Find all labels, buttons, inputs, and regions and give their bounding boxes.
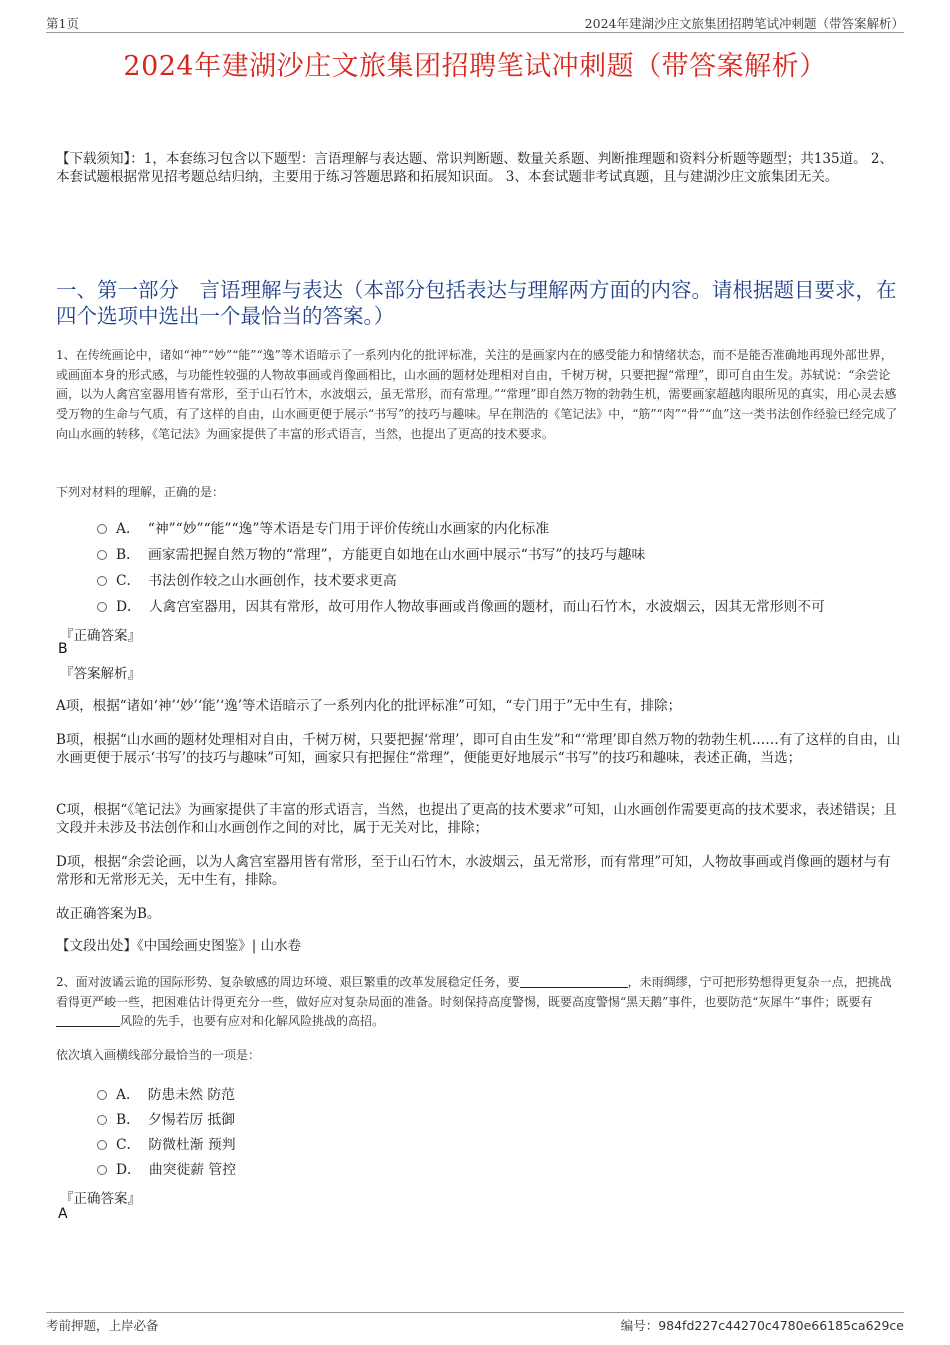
option-text: 书法创作较之山水画创作，技术要求更高 bbox=[148, 573, 397, 589]
question-2-option-a[interactable] bbox=[97, 1083, 235, 1103]
document-title: 2024年建湖沙庄文旅集团招聘笔试冲刺题（带答案解析） bbox=[123, 51, 827, 82]
stem-part-3: 风险的先手，也要有应对和化解风险挑战的高招。 bbox=[120, 1014, 385, 1029]
question-2-stem bbox=[56, 973, 902, 1032]
radio-icon[interactable] bbox=[97, 524, 107, 534]
question-2-option-b[interactable] bbox=[97, 1108, 235, 1128]
option-text: 人禽宫室器用，因其有常形，故可用作人物故事画或肖像画的题材，而山石竹木，水波烟云，因其无常形则不可 bbox=[148, 599, 825, 615]
question-1-option-c[interactable] bbox=[97, 569, 397, 589]
option-text: 防微杜渐 预判 bbox=[148, 1137, 236, 1153]
download-notice: 【下载须知】：1，本套练习包含以下题型：言语理解与表达题、常识判断题、数量关系题、判断推理题和资料分析题等题型；共135道。 2、本套试题根据常见招考题总结归纳，主要用于练习答题思路和拓展知识面。 3、本套试题非考试真题，且与建湖沙庄文旅集团无关。 bbox=[56, 151, 893, 185]
code-label: 编号： bbox=[620, 1318, 659, 1333]
analysis-option-b: B项，根据“山水画的题材处理相对自由，千树万树，只要把握‘常理’，即可自由生发”和“‘常理’即自然万物的勃勃生机……有了这样的自由，山水画更便于展示‘书写’的技巧与趣味”可知，画家只有把握住“常理”，便能更好地展示“书写”的技巧和趣味，表述正确，当选； bbox=[56, 732, 901, 766]
footer-slogan: 考前押题，上岸必备 bbox=[46, 1318, 159, 1333]
question-1-answer-label: 『正确答案』 bbox=[60, 628, 141, 644]
stem-part-1: 2、面对波谲云诡的国际形势、复杂敏感的周边环境、艰巨繁重的改革发展稳定任务，要 bbox=[56, 975, 520, 989]
option-key: C． bbox=[116, 573, 141, 589]
question-1-option-b[interactable] bbox=[97, 543, 645, 563]
radio-icon[interactable] bbox=[97, 602, 107, 612]
option-key: B． bbox=[116, 1112, 140, 1128]
radio-icon[interactable] bbox=[97, 550, 107, 560]
option-key: C． bbox=[116, 1137, 141, 1153]
analysis-conclusion: 故正确答案为B。 bbox=[56, 906, 161, 922]
option-key: D． bbox=[116, 1162, 141, 1178]
page-footer bbox=[46, 1312, 904, 1333]
option-key: D． bbox=[116, 599, 141, 615]
page-header bbox=[46, 12, 904, 33]
text-source: 【文段出处】《中国绘画史图鉴》| 山水卷 bbox=[56, 938, 302, 954]
option-text: 防患未然 防范 bbox=[147, 1087, 235, 1103]
option-text: 曲突徙薪 管控 bbox=[148, 1162, 237, 1178]
radio-icon[interactable] bbox=[97, 1115, 107, 1125]
question-1-option-d[interactable] bbox=[97, 595, 825, 615]
question-1-stem: 1、在传统画论中，诸如“神”“妙”“能”“逸”等术语暗示了一系列内化的批评标准，关注的是画家内在的感受能力和情绪状态，而不是能否准确地再现外部世界，或画面本身的形式感，与功能性较强的人物故事画或肖像画相比，山水画的题材处理相对自由，千树万树，只要把握“常理”，即可自由生发。苏轼说：“余尝论画，以为人禽宫室器用皆有常形，至于山石竹木，水波烟云，虽无常形，而有常理。”“常理”即自然万物的勃勃生机，需要画家超越肉眼所见的真实，用心灵去感受万物的生命与气质，有了这样的自由，山水画更便于展示“书写”的技巧与趣味。早在荆浩的《笔记法》中，“筋”“肉”“骨”“血”这一类书法创作经验已经完成了向山水画的转移，《笔记法》为画家提供了丰富的形式语言，当然，也提出了更高的技术要求。 bbox=[56, 348, 898, 441]
radio-icon[interactable] bbox=[97, 1140, 107, 1150]
question-1-answer: B bbox=[58, 641, 68, 657]
question-2-answer-label: 『正确答案』 bbox=[60, 1191, 141, 1207]
fill-blank-2 bbox=[56, 1014, 120, 1027]
question-2-answer: A bbox=[58, 1206, 68, 1222]
option-text: “神”“妙”“能”“逸”等术语是专门用于评价传统山水画家的内化标准 bbox=[147, 521, 550, 537]
option-text: 夕惕若厉 抵御 bbox=[147, 1112, 236, 1128]
question-2-lead: 依次填入画横线部分最恰当的一项是： bbox=[56, 1048, 261, 1062]
analysis-option-a: A项，根据“诸如‘神’‘妙’‘能’‘逸’等术语暗示了一系列内化的批评标准”可知，“专门用于”无中生有，排除； bbox=[56, 698, 682, 714]
option-key: A． bbox=[116, 1087, 140, 1103]
question-1-analysis-label: 『答案解析』 bbox=[60, 666, 141, 682]
radio-icon[interactable] bbox=[97, 1165, 107, 1175]
radio-icon[interactable] bbox=[97, 1090, 107, 1100]
option-text: 画家需把握自然万物的“常理”，方能更自如地在山水画中展示“书写”的技巧与趣味 bbox=[147, 547, 646, 563]
option-key: B． bbox=[116, 547, 140, 563]
section-heading: 一、第一部分 言语理解与表达（本部分包括表达与理解两方面的内容。请根据题目要求，在四个选项中选出一个最恰当的答案。） bbox=[56, 278, 897, 328]
question-1-lead: 下列对材料的理解，正确的是： bbox=[56, 485, 225, 499]
question-2-option-d[interactable] bbox=[97, 1158, 236, 1178]
page-number: 第1页 bbox=[46, 16, 79, 31]
code-value: 984fd227c44270c4780e66185ca629ce bbox=[658, 1318, 904, 1333]
radio-icon[interactable] bbox=[97, 576, 107, 586]
question-1-option-a[interactable] bbox=[97, 517, 549, 537]
header-doc-title: 2024年建湖沙庄文旅集团招聘笔试冲刺题（带答案解析） bbox=[584, 16, 904, 31]
question-2-option-c[interactable] bbox=[97, 1133, 236, 1153]
analysis-option-c: C项，根据“《笔记法》为画家提供了丰富的形式语言，当然，也提出了更高的技术要求”可知，山水画创作需要更高的技术要求，表述错误；且文段并未涉及书法创作和山水画创作之间的对比，属于无关对比，排除； bbox=[56, 802, 897, 836]
option-key: A． bbox=[116, 521, 140, 537]
stem-part-2: ，未雨绸缪，宁可把形势想得更复杂一点，把挑战看得更严峻一些，把困难估计得更充分一些，做好应对复杂局面的准备。时刻保持高度警惕，既要高度警惕“黑天鹅”事件，也要防范“灰犀牛”事件；既要有 bbox=[56, 975, 892, 1009]
fill-blank-1 bbox=[520, 975, 628, 988]
document-code bbox=[621, 1316, 904, 1334]
analysis-option-d: D项，根据“余尝论画，以为人禽宫室器用皆有常形，至于山石竹木，水波烟云，虽无常形，而有常理”可知，人物故事画或肖像画的题材与有常形和无常形无关，无中生有，排除。 bbox=[56, 854, 891, 888]
